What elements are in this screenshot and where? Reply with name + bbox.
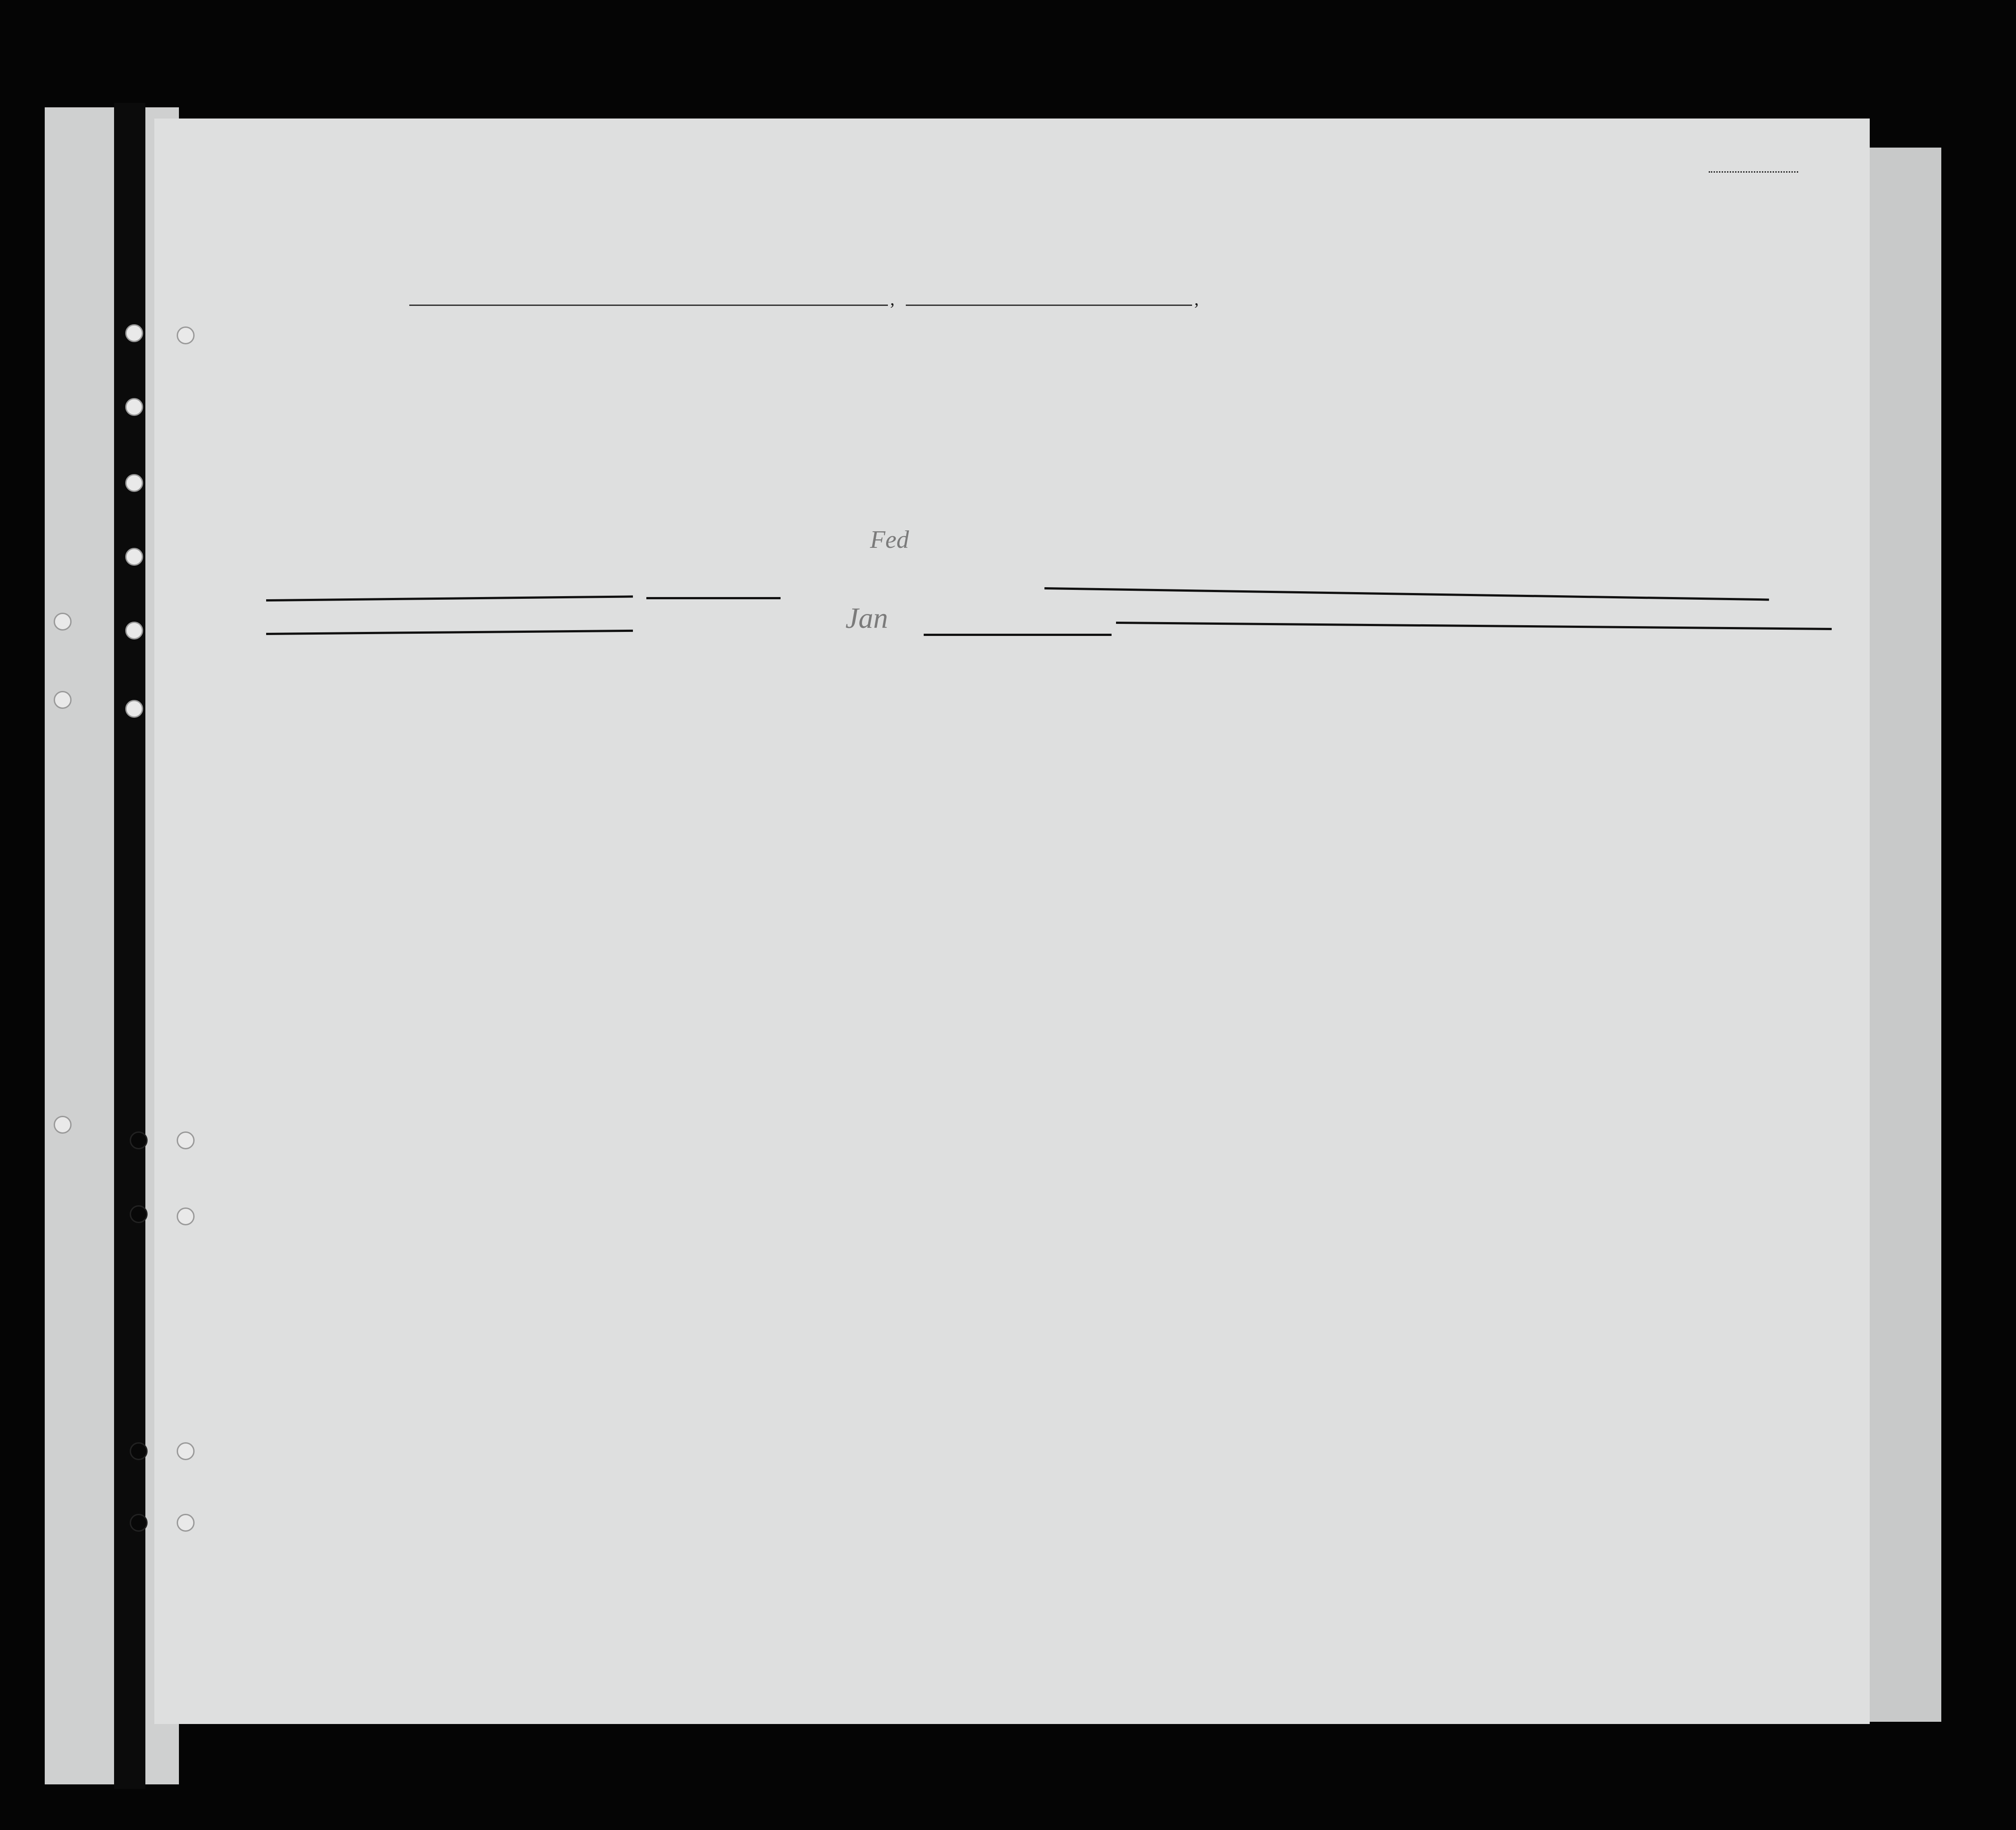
punch-hole: [177, 1442, 195, 1460]
manifest-grid: [154, 119, 1870, 1724]
punch-hole: [177, 1207, 195, 1225]
punch-hole: [130, 1442, 148, 1460]
punch-hole: [130, 1514, 148, 1532]
strike-line: [646, 597, 781, 599]
punch-hole: [125, 622, 143, 640]
punch-hole: [177, 1514, 195, 1532]
strike-line: [924, 634, 1112, 636]
manifest-sheet: , , Fed Jan: [154, 119, 1870, 1724]
punch-hole: [125, 700, 143, 718]
r4-handwritten-mark: Jan: [845, 602, 888, 635]
punch-hole: [125, 474, 143, 492]
punch-hole: [125, 548, 143, 566]
punch-hole: [130, 1131, 148, 1149]
punch-hole: [54, 1116, 72, 1134]
r2-handwritten-mark: Fed: [870, 526, 909, 554]
punch-hole: [54, 613, 72, 631]
binding-spine: [114, 103, 145, 1789]
punch-hole: [177, 326, 195, 344]
punch-hole: [54, 691, 72, 709]
punch-hole: [125, 398, 143, 416]
punch-hole: [125, 324, 143, 342]
punch-hole: [177, 1131, 195, 1149]
column-number-row: [154, 329, 1870, 347]
punch-hole: [130, 1205, 148, 1223]
